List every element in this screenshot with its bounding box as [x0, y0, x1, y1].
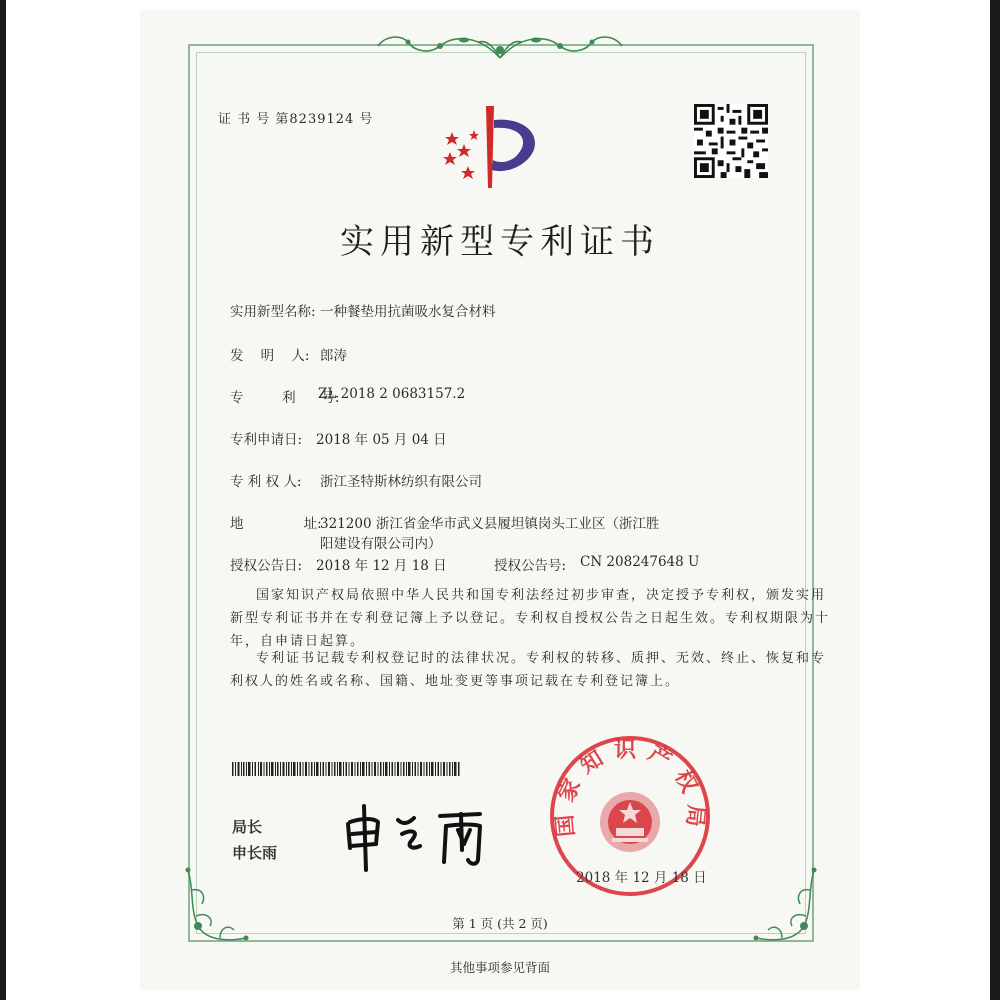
- bottom-right-floral-ornament: [736, 860, 826, 950]
- scan-edge-right: [990, 0, 1000, 1000]
- seal-date: 2018 年 12 月 18 日: [576, 870, 707, 886]
- certificate-number: 证 书 号 第8239124 号: [218, 112, 374, 127]
- top-floral-ornament: [360, 30, 640, 64]
- paragraph-2-line-2: 利权人的姓名或名称、国籍、地址变更等事项记载在专利登记簿上。: [230, 674, 681, 689]
- inventor-value: 郎涛: [320, 348, 347, 364]
- paragraph-1-line-3: 年，自申请日起算。: [230, 634, 366, 649]
- patent-number-value: ZL 2018 2 0683157.2: [318, 386, 466, 402]
- director-handwritten-signature: [340, 800, 500, 872]
- certificate-title: 实用新型专利证书: [340, 222, 660, 262]
- grant-date-value: 2018 年 12 月 18 日: [316, 558, 447, 574]
- utility-model-name-label: 实用新型名称:: [230, 304, 316, 320]
- footer-note: 其他事项参见背面: [449, 960, 550, 975]
- page-indicator: 第 1 页 (共 2 页): [452, 916, 548, 931]
- paragraph-2-line-1: 专利证书记载专利权登记时的法律状况。专利权的转移、质押、无效、终止、恢复和专: [256, 651, 827, 666]
- patentee-value: 浙江圣特斯林纺织有限公司: [320, 474, 482, 490]
- utility-model-name-value: 一种餐垫用抗菌吸水复合材料: [320, 304, 496, 320]
- bottom-center-ornament: [440, 936, 560, 946]
- address-label: 地 址:: [230, 516, 322, 532]
- grant-date-label: 授权公告日:: [230, 558, 303, 574]
- qr-code-icon: [694, 104, 768, 178]
- director-title: 局长: [232, 818, 263, 836]
- cnipa-logo-icon: [438, 102, 548, 192]
- paragraph-1-line-1: 国家知识产权局依照中华人民共和国专利法经过初步审查，决定授予专利权，颁发实用: [256, 588, 827, 603]
- patentee-label: 专 利 权 人:: [230, 474, 302, 490]
- inventor-label: 发 明 人:: [230, 348, 310, 364]
- filing-date-label: 专利申请日:: [230, 432, 303, 448]
- address-line-1: 321200 浙江省金华市武义县履坦镇岗头工业区（浙江胜: [320, 516, 660, 532]
- address-line-2: 阳建设有限公司内）: [320, 536, 442, 552]
- director-name: 申长雨: [232, 844, 278, 862]
- barcode-icon: [232, 762, 460, 776]
- grant-number-label: 授权公告号:: [494, 558, 567, 574]
- grant-number-value: CN 208247648 U: [580, 554, 700, 570]
- paragraph-1-line-2: 新型专利证书并在专利登记簿上予以登记。专利权自授权公告之日起生效。专利权期限为十: [230, 611, 831, 626]
- filing-date-value: 2018 年 05 月 04 日: [316, 432, 447, 448]
- bottom-left-floral-ornament: [176, 860, 266, 950]
- seal-text: 国家知识产权局: [551, 737, 709, 838]
- national-emblem-icon: [600, 792, 660, 852]
- patent-number-label: 专 利 号:: [230, 390, 340, 406]
- scan-edge-left: [0, 0, 6, 1000]
